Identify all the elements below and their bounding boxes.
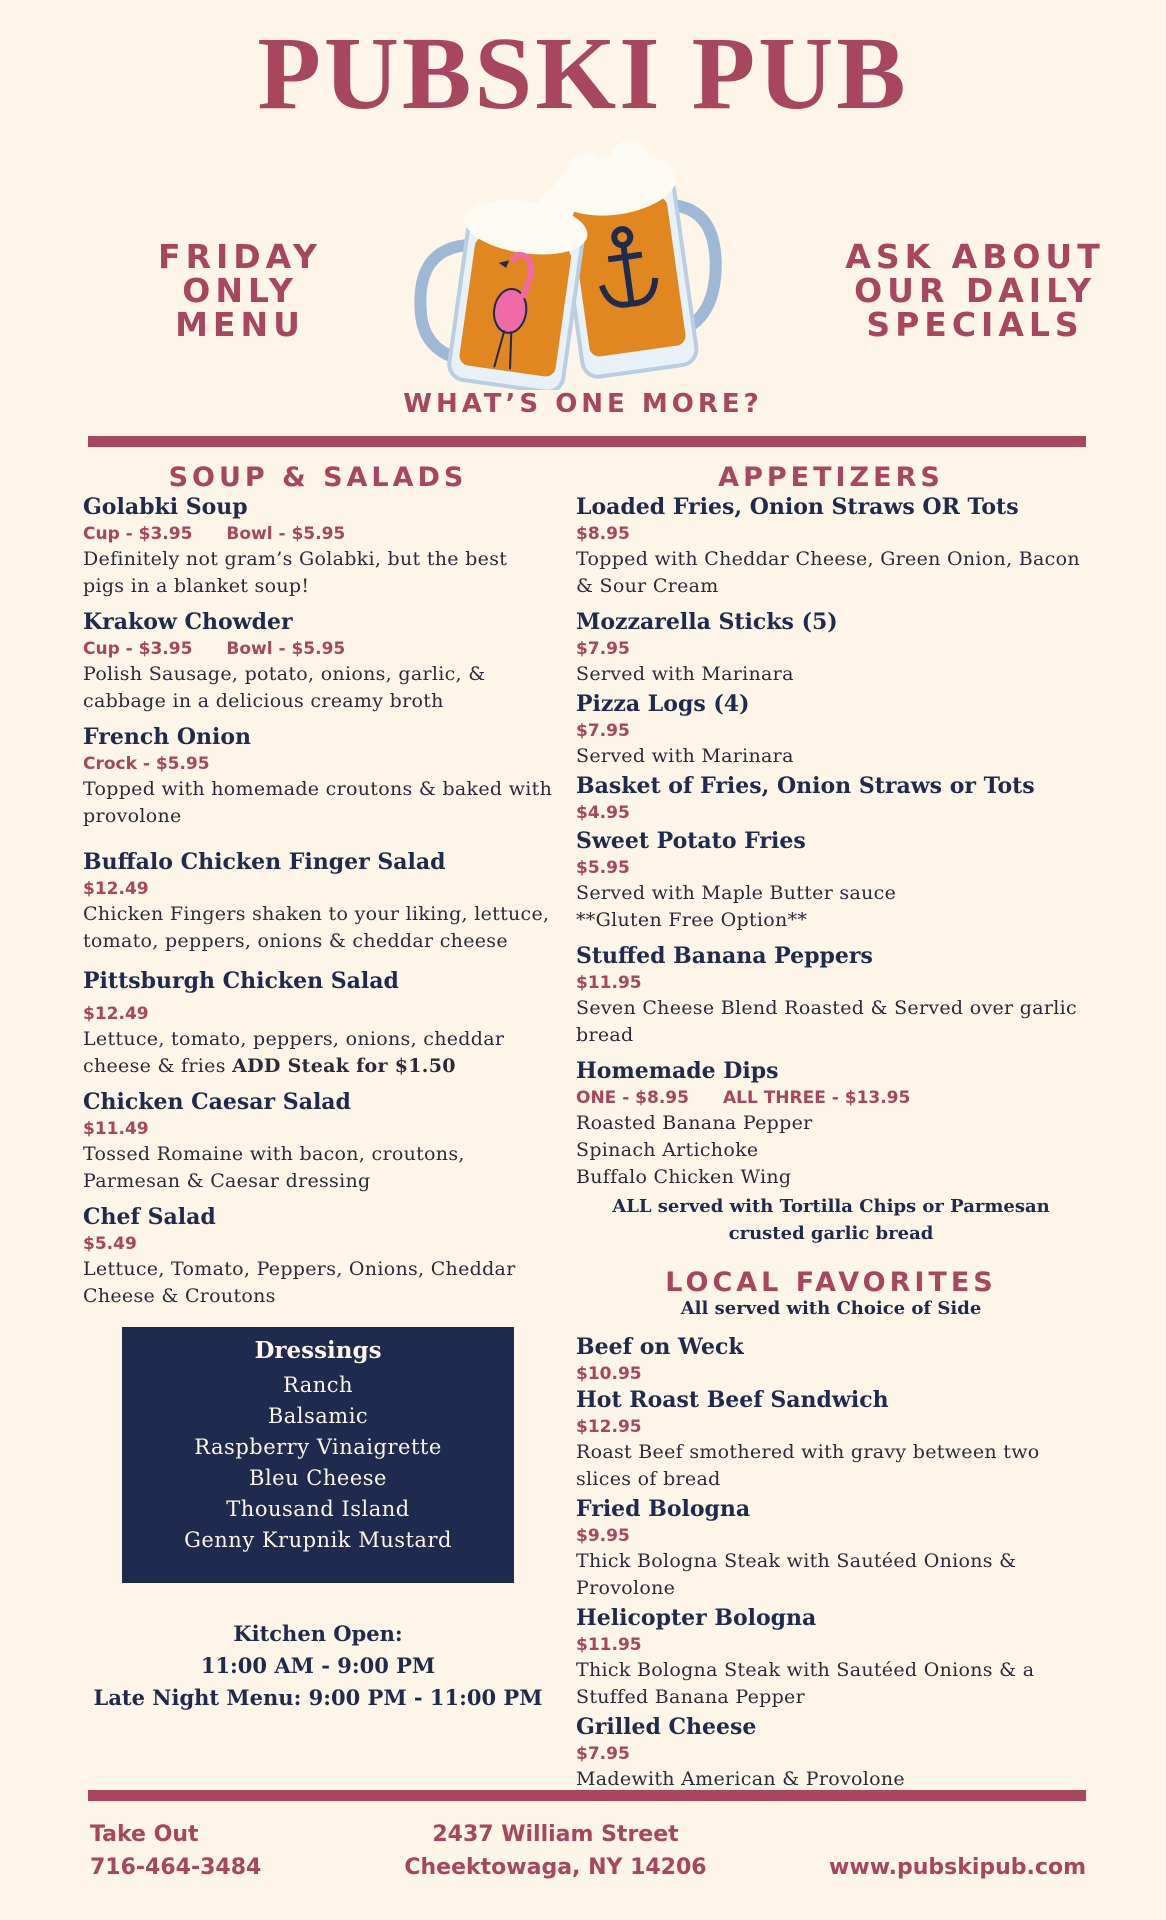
menu-item <box>576 827 1086 934</box>
item-description: Served with Marinara <box>576 663 794 685</box>
item-name: Krakow Chowder <box>83 609 293 635</box>
item-name: Buffalo Chicken Finger Salad <box>83 849 446 875</box>
item-price: $9.95 <box>576 1526 630 1546</box>
item-name: Sweet Potato Fries <box>576 828 806 854</box>
appetizers-heading: APPETIZERS <box>718 462 944 493</box>
daily-specials-label: ASK ABOUT OUR DAILY SPECIALS <box>845 237 1105 344</box>
dressing-item: Thousand Island <box>226 1497 410 1521</box>
menu-item <box>576 1604 1086 1711</box>
menu-item <box>576 1386 1086 1493</box>
item-price: Crock - $5.95 <box>83 754 210 774</box>
item-description: Madewith American & Provolone <box>576 1768 905 1790</box>
address <box>383 1818 728 1884</box>
item-name: French Onion <box>83 724 252 750</box>
item-description: Definitely not gram’s Golabki, but the best pigs in a blanket soup! <box>83 548 508 597</box>
tagline: WHAT’S ONE MORE? <box>403 389 763 419</box>
bottom-divider <box>88 1790 1086 1801</box>
item-price: $7.95 <box>576 1744 630 1764</box>
dressing-item: Genny Krupnik Mustard <box>184 1528 452 1552</box>
item-name: Homemade Dips <box>576 1058 779 1084</box>
dressing-item: Balsamic <box>267 1404 369 1428</box>
item-price: $12.49 <box>83 1004 149 1024</box>
soups-salads-heading: SOUP & SALADS <box>168 462 468 493</box>
item-name: Pittsburgh Chicken Salad <box>83 968 399 994</box>
item-name: Pizza Logs (4) <box>576 691 750 717</box>
item-name: Chef Salad <box>83 1204 216 1230</box>
menu-item <box>576 1057 1086 1191</box>
item-name: Helicopter Bologna <box>576 1605 817 1631</box>
menu-item <box>83 1088 553 1195</box>
local-favorites-subheading: All served with Choice of Side <box>680 1298 982 1319</box>
menu-item <box>83 493 553 600</box>
city-address: Cheektowaga, NY 14206 <box>404 1855 707 1880</box>
item-name: Basket of Fries, Onion Straws or Tots <box>576 773 1035 799</box>
phone-number[interactable]: 716-464-3484 <box>90 1855 262 1880</box>
item-description: Spinach Artichoke <box>576 1139 759 1161</box>
item-description: Roasted Banana Pepper <box>576 1112 813 1134</box>
item-description: Served with Maple Butter sauce <box>576 882 897 904</box>
menu-item <box>576 942 1086 1049</box>
item-name: Golabki Soup <box>83 494 248 520</box>
item-price: $5.49 <box>83 1234 137 1254</box>
menu-item <box>576 1333 1086 1386</box>
dressing-item: Raspberry Vinaigrette <box>194 1435 442 1459</box>
item-description: Served with Marinara <box>576 745 794 767</box>
dressing-item: Ranch <box>282 1373 354 1397</box>
item-name: Loaded Fries, Onion Straws OR Tots <box>576 494 1019 520</box>
item-description: Seven Cheese Blend Roasted & Served over garlic bread <box>576 997 1077 1046</box>
item-name: Fried Bologna <box>576 1496 751 1522</box>
item-price: $4.95 <box>576 803 630 823</box>
friday-only-label: FRIDAY ONLY MENU <box>158 237 322 344</box>
item-description: Roast Beef smothered with gravy between two slices of bread <box>576 1441 1040 1490</box>
item-description: Tossed Romaine with bacon, croutons, Parmesan & Caesar dressing <box>83 1143 465 1192</box>
item-price: $11.49 <box>83 1119 149 1139</box>
menu-item <box>576 1495 1086 1602</box>
item-description: Topped with homemade croutons & baked with provolone <box>83 778 553 827</box>
dressings-box <box>122 1327 514 1583</box>
item-price: $12.95 <box>576 1417 642 1437</box>
item-name: Grilled Cheese <box>576 1714 757 1740</box>
item-description: Thick Bologna Steak with Sautéed Onions & Provolone <box>576 1550 1017 1599</box>
item-name: Beef on Weck <box>576 1334 744 1360</box>
item-description: Lettuce, Tomato, Peppers, Onions, Cheddar Cheese & Croutons <box>83 1258 516 1307</box>
item-name: Hot Roast Beef Sandwich <box>576 1387 889 1413</box>
item-description: Chicken Fingers shaken to your liking, lettuce, tomato, peppers, onions & cheddar cheese <box>83 903 550 952</box>
takeout-label: Take Out <box>90 1822 199 1847</box>
item-price: $12.49 <box>83 879 149 899</box>
menu-item <box>576 1713 1086 1793</box>
dressing-item: Bleu Cheese <box>249 1466 387 1490</box>
website-link[interactable]: www.pubskipub.com <box>829 1855 1086 1880</box>
item-price: $8.95 <box>576 524 630 544</box>
item-name: Stuffed Banana Peppers <box>576 943 873 969</box>
item-price: Cup - $3.95 Bowl - $5.95 <box>83 639 346 659</box>
soups-salads-section <box>83 462 553 1318</box>
menu-item <box>576 772 1086 825</box>
menu-item <box>83 723 553 830</box>
item-description: Polish Sausage, potato, onions, garlic, & cabbage in a delicious creamy broth <box>83 663 486 712</box>
item-name: Chicken Caesar Salad <box>83 1089 351 1115</box>
dips-note: ALL served with Tortilla Chips or Parmesan crusted garlic bread <box>612 1196 1050 1244</box>
item-price: $11.95 <box>576 1635 642 1655</box>
item-price: ONE - $8.95 ALL THREE - $13.95 <box>576 1088 911 1108</box>
item-price: $11.95 <box>576 973 642 993</box>
item-description: Lettuce, tomato, peppers, onions, cheddar cheese & fries ADD Steak for $1.50 <box>83 1028 505 1077</box>
menu-item <box>576 493 1086 600</box>
takeout-info <box>90 1818 261 1884</box>
street-address: 2437 William Street <box>432 1822 679 1847</box>
menu-item <box>576 608 1086 688</box>
item-name: Mozzarella Sticks (5) <box>576 609 838 635</box>
item-description: Thick Bologna Steak with Sautéed Onions & a Stuffed Banana Pepper <box>576 1659 1035 1708</box>
item-price: $7.95 <box>576 639 630 659</box>
item-description: Topped with Cheddar Cheese, Green Onion, Bacon & Sour Cream <box>576 548 1080 597</box>
item-price: $7.95 <box>576 721 630 741</box>
local-favorites-heading: LOCAL FAVORITES <box>665 1267 997 1298</box>
menu-item <box>576 690 1086 770</box>
beer-mugs-illustration <box>405 130 735 390</box>
item-price: $5.95 <box>576 858 630 878</box>
menu-item <box>83 967 553 1080</box>
item-description: **Gluten Free Option** <box>576 909 808 931</box>
dressings-title: Dressings <box>254 1337 382 1364</box>
appetizers-section <box>576 462 1086 1793</box>
item-description: Buffalo Chicken Wing <box>576 1166 792 1188</box>
menu-item <box>83 608 553 715</box>
item-price: Cup - $3.95 Bowl - $5.95 <box>83 524 346 544</box>
menu-item <box>83 1203 553 1310</box>
top-divider <box>88 436 1086 447</box>
menu-item <box>83 848 553 955</box>
restaurant-title: PUBSKI PUB <box>257 16 909 131</box>
item-price: $10.95 <box>576 1364 642 1384</box>
kitchen-hours: Kitchen Open: 11:00 AM - 9:00 PM Late Night Menu: 9:00 PM - 11:00 PM <box>93 1621 543 1710</box>
